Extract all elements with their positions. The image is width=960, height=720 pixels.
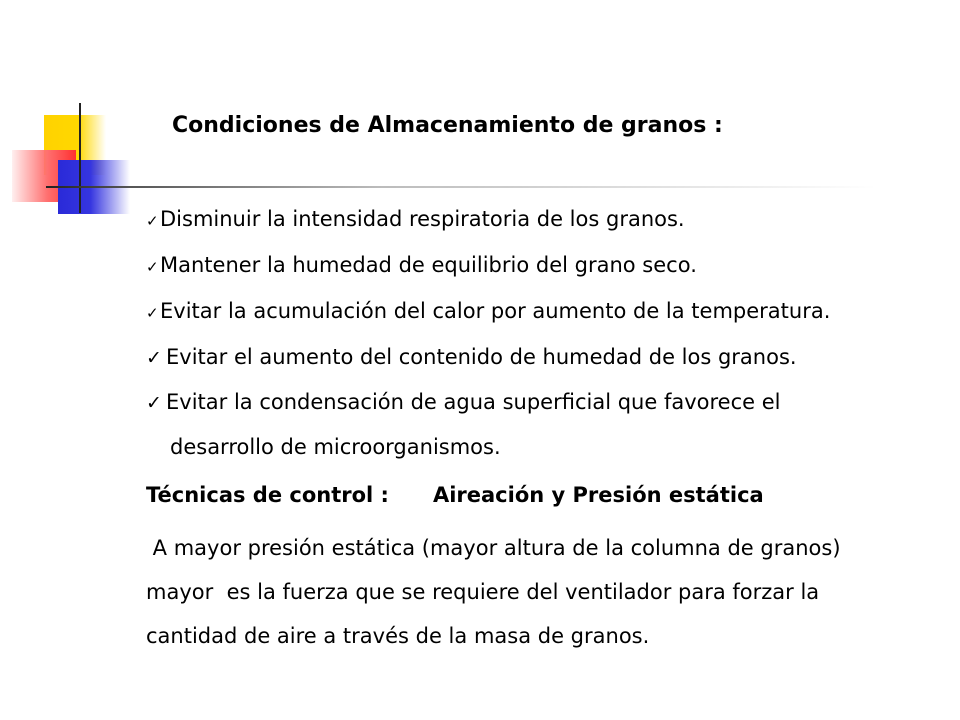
bullet-item (146, 335, 936, 380)
bullet-item (146, 289, 936, 335)
bullet-text: Evitar la condensación de agua superficial que favorece el (166, 390, 781, 414)
bullet-text: Evitar el aumento del contenido de humedad de los granos. (166, 345, 797, 369)
techniques-heading (146, 483, 764, 507)
techniques-label: Técnicas de control : (146, 483, 389, 507)
vertical-rule (79, 103, 81, 213)
bullet-text: Disminuir la intensidad respiratoria de los granos. (160, 207, 685, 231)
explanation-paragraph (146, 526, 936, 658)
paragraph-line: A mayor presión estática (mayor altura de la columna de granos) (146, 536, 841, 560)
bullet-item (146, 380, 936, 425)
decorative-logo (0, 0, 160, 230)
paragraph-line: mayor es la fuerza que se requiere del ventilador para forzar la (146, 580, 820, 604)
check-icon: ✓ (146, 304, 159, 322)
check-icon: ✓ (146, 258, 159, 276)
title-divider (46, 186, 876, 188)
bullet-text: Evitar la acumulación del calor por aumento de la temperatura. (160, 299, 831, 323)
check-icon: ✓ (146, 392, 162, 414)
bullet-text: desarrollo de microorganismos. (170, 435, 501, 459)
bullet-item (146, 243, 936, 289)
check-icon: ✓ (146, 212, 159, 230)
paragraph-line: cantidad de aire a través de la masa de granos. (146, 624, 650, 648)
bullet-item (146, 197, 936, 243)
techniques-value: Aireación y Presión estática (432, 483, 764, 507)
slide-title: Condiciones de Almacenamiento de granos : (172, 113, 723, 138)
bullet-continuation (146, 425, 936, 469)
bullet-text: Mantener la humedad de equilibrio del grano seco. (160, 253, 697, 277)
check-icon: ✓ (146, 347, 162, 369)
bullet-list (146, 197, 936, 469)
